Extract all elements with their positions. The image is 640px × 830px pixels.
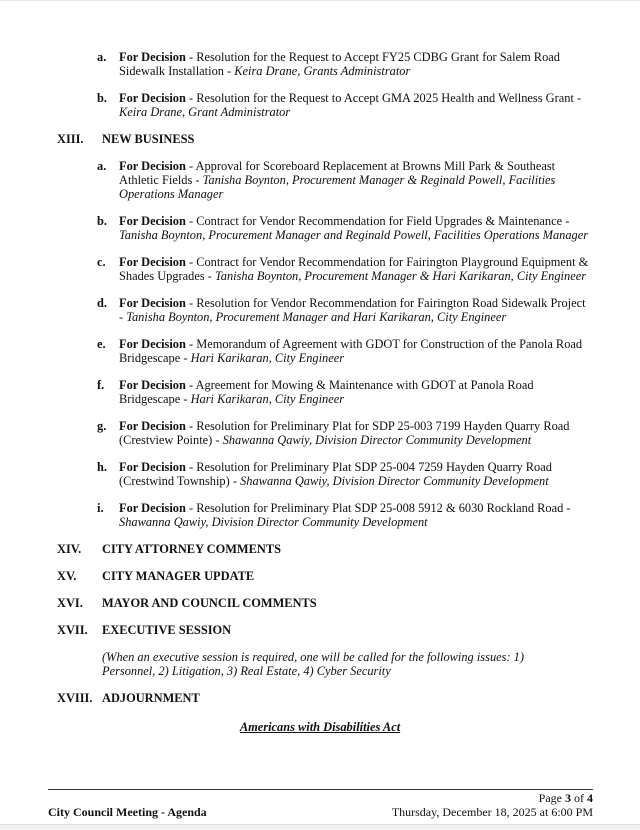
item-description: - Contract for Vendor Recommendation for Fairington Playground Equipment & Shades Upgrades -: [119, 255, 589, 283]
item-text: [119, 419, 591, 447]
agenda-item: [97, 255, 640, 283]
item-letter: g.: [97, 419, 107, 433]
item-letter: d.: [97, 296, 107, 310]
executive-session-note: (When an executive session is required, one will be called for the following issues: 1) Personnel, 2) Litigation, 3) Real Estate, 4) Cyber Security: [102, 650, 525, 678]
item-letter: a.: [97, 159, 107, 173]
item-letter: h.: [97, 460, 107, 474]
section-numeral: XVI.: [57, 596, 83, 610]
item-text: [119, 91, 591, 119]
item-description: - Memorandum of Agreement with GDOT for Construction of the Panola Road Bridgescape -: [119, 337, 583, 365]
item-description: - Resolution for Preliminary Plat for SDP 25-003 7199 Hayden Quarry Road (Crestview Pointe) -: [119, 419, 570, 447]
item-letter: c.: [97, 255, 106, 269]
agenda-item: [97, 214, 640, 242]
item-presenter: Tanisha Boynton, Procurement Manager and Reginald Powell, Facilities Operations Manager: [119, 228, 589, 242]
for-decision-label: For Decision: [119, 50, 186, 64]
for-decision-label: For Decision: [119, 214, 186, 228]
agenda-item: [97, 337, 640, 365]
agenda-item: [97, 159, 640, 201]
for-decision-label: For Decision: [119, 337, 186, 351]
agenda-item: [97, 296, 640, 324]
item-presenter: Tanisha Boynton, Procurement Manager & Reginald Powell, Facilities Operations Manager: [119, 173, 556, 201]
page-word: Page: [538, 791, 565, 805]
item-letter: i.: [97, 501, 104, 515]
page-total: 4: [587, 791, 593, 805]
item-description: - Resolution for the Request to Accept FY25 CDBG Grant for Salem Road Sidewalk Installation -: [119, 50, 560, 78]
page-footer: [48, 789, 593, 819]
section-heading-city-attorney-comments: [57, 542, 640, 556]
agenda-item: [97, 50, 640, 78]
item-text: [119, 214, 591, 242]
item-description: - Resolution for the Request to Accept GMA 2025 Health and Wellness Grant -: [185, 91, 582, 105]
agenda-item: [97, 91, 640, 119]
for-decision-label: For Decision: [119, 378, 186, 392]
footer-datetime: Thursday, December 18, 2025 at 6:00 PM: [391, 804, 593, 819]
item-presenter: Hari Karikaran, City Engineer: [190, 392, 345, 406]
item-description: - Resolution for Vendor Recommendation for Fairington Road Sidewalk Project -: [119, 296, 586, 324]
item-description: - Approval for Scoreboard Replacement at Browns Mill Park & Southeast Athletic Fields -: [119, 159, 556, 187]
item-presenter: Tanisha Boynton, Procurement Manager & Hari Karikaran, City Engineer: [215, 269, 587, 283]
footer-page-indicator: [48, 792, 593, 805]
section-heading-city-manager-update: [57, 569, 640, 583]
for-decision-label: For Decision: [119, 296, 186, 310]
section-numeral: XV.: [57, 569, 77, 583]
item-presenter: Keira Drane, Grants Administrator: [234, 64, 411, 78]
item-description: - Resolution for Preliminary Plat SDP 25-008 5912 & 6030 Rockland Road -: [185, 501, 571, 515]
for-decision-label: For Decision: [119, 91, 186, 105]
section-title: CITY ATTORNEY COMMENTS: [102, 542, 281, 556]
item-text: [119, 255, 591, 283]
item-text: [119, 501, 591, 529]
item-presenter: Shawanna Qawiy, Division Director Community Development: [222, 433, 532, 447]
ada-link[interactable]: Americans with Disabilities Act: [239, 720, 401, 734]
item-letter: a.: [97, 50, 107, 64]
item-text: [119, 460, 591, 488]
of-word: of: [571, 791, 587, 805]
footer-doc-title: City Council Meeting - Agenda: [48, 804, 207, 819]
section-numeral: XVII.: [57, 623, 88, 637]
section-heading-new-business: [57, 132, 640, 146]
agenda-item: [97, 378, 640, 406]
section-heading-adjournment: [57, 691, 640, 705]
item-text: [119, 378, 591, 406]
item-presenter: Shawanna Qawiy, Division Director Community Development: [119, 515, 428, 529]
item-text: [119, 159, 591, 201]
for-decision-label: For Decision: [119, 419, 186, 433]
agenda-item: [97, 419, 640, 447]
item-text: [119, 337, 591, 365]
page-number: 3: [565, 791, 571, 805]
item-text: [119, 296, 591, 324]
agenda-item: [97, 501, 640, 529]
item-text: [119, 50, 591, 78]
item-letter: b.: [97, 91, 107, 105]
for-decision-label: For Decision: [119, 159, 186, 173]
item-description: - Agreement for Mowing & Maintenance with GDOT at Panola Road Bridgescape -: [119, 378, 534, 406]
section-heading-mayor-council-comments: [57, 596, 640, 610]
item-letter: b.: [97, 214, 107, 228]
page-bottom-edge: [0, 824, 640, 830]
item-presenter: Keira Drane, Grant Administrator: [119, 105, 291, 119]
item-letter: e.: [97, 337, 106, 351]
agenda-item: [97, 460, 640, 488]
section-title: MAYOR AND COUNCIL COMMENTS: [102, 596, 317, 610]
item-letter: f.: [97, 378, 105, 392]
section-numeral: XIII.: [57, 132, 84, 146]
for-decision-label: For Decision: [119, 501, 186, 515]
section-title: EXECUTIVE SESSION: [102, 623, 232, 637]
item-description: - Resolution for Preliminary Plat SDP 25-004 7259 Hayden Quarry Road (Crestwind Township) -: [119, 460, 552, 488]
section-numeral: XIV.: [57, 542, 82, 556]
item-presenter: Tanisha Boynton, Procurement Manager and Hari Karikaran, City Engineer: [126, 310, 507, 324]
item-presenter: Shawanna Qawiy, Division Director Community Development: [240, 474, 549, 488]
section-heading-executive-session: [57, 623, 640, 637]
for-decision-label: For Decision: [119, 460, 186, 474]
section-title: NEW BUSINESS: [102, 132, 195, 146]
section-title: ADJOURNMENT: [102, 691, 200, 705]
section-numeral: XVIII.: [57, 691, 93, 705]
agenda-body: [0, 1, 640, 734]
item-description: - Contract for Vendor Recommendation for Field Upgrades & Maintenance -: [185, 214, 570, 228]
item-presenter: Hari Karikaran, City Engineer: [190, 351, 345, 365]
for-decision-label: For Decision: [119, 255, 186, 269]
section-title: CITY MANAGER UPDATE: [102, 569, 255, 583]
